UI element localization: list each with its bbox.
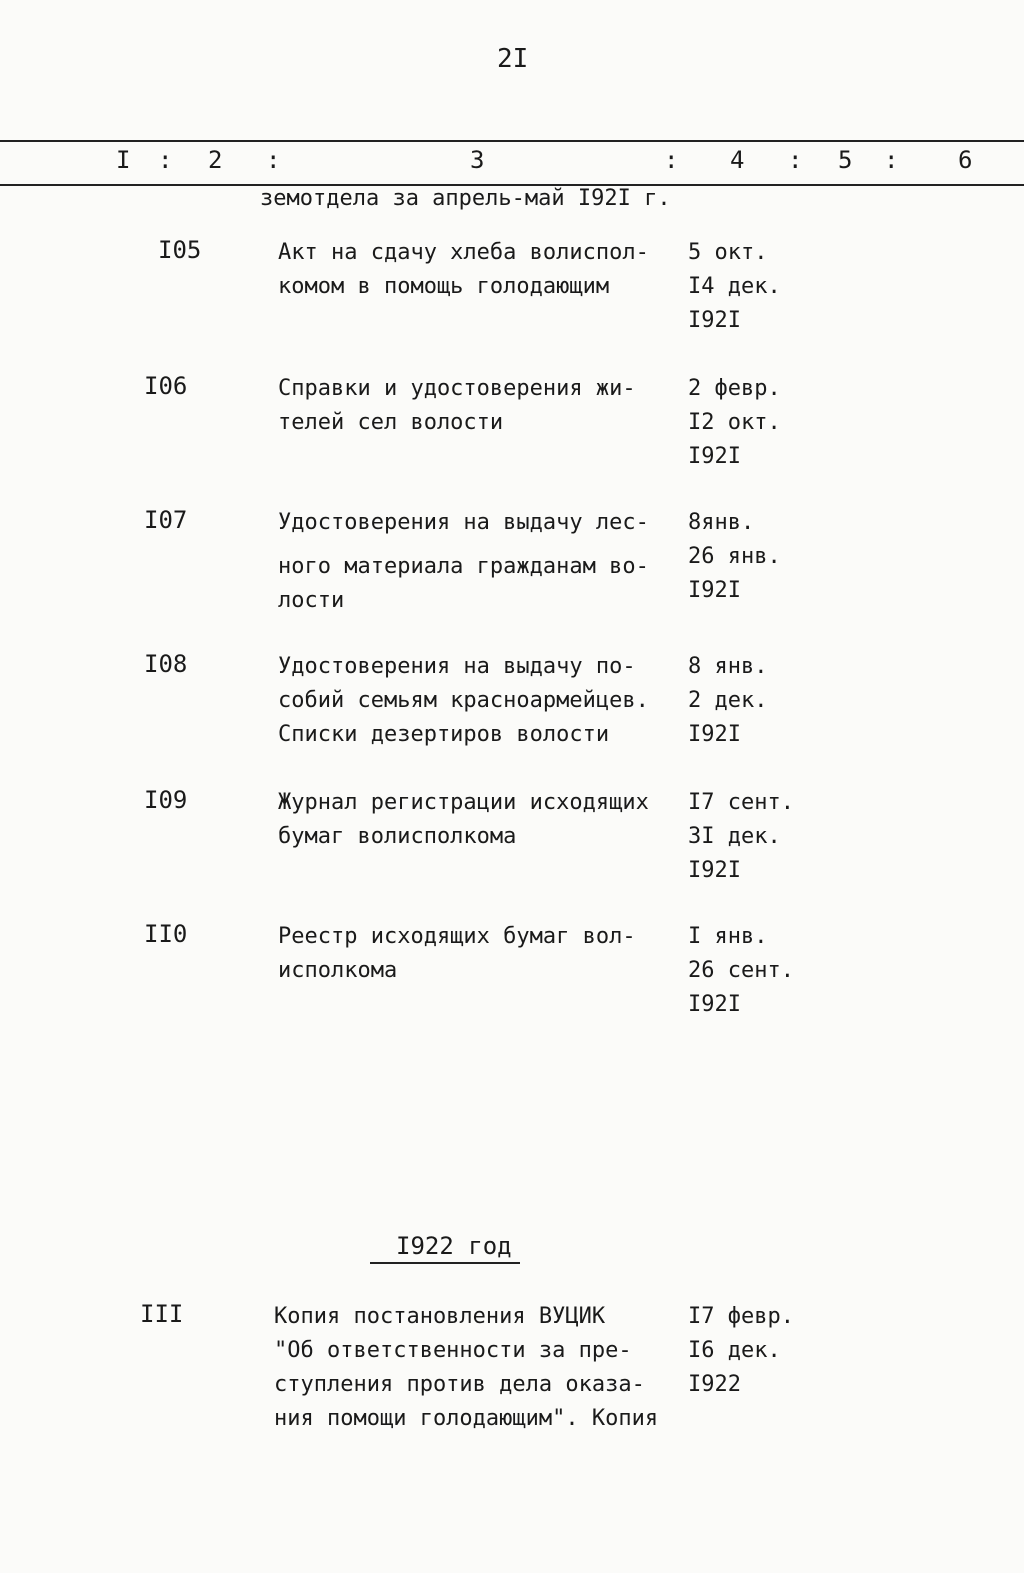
entry-year: I92I: [688, 444, 741, 469]
entry-year: I922: [688, 1372, 741, 1397]
column-header-4: 4: [730, 146, 745, 174]
entry-title-line: исполкома: [278, 958, 398, 983]
entry-title-line: ступления против дела оказа-: [274, 1372, 645, 1397]
section-heading-underline: [370, 1262, 520, 1264]
entry-title-line: телей сел волости: [278, 410, 504, 435]
entry-number: I05: [158, 236, 202, 264]
entry-date-start: I янв.: [688, 924, 768, 949]
entry-title-line: Справки и удостоверения жи-: [278, 376, 636, 401]
entry-title-line: бумаг волисполкома: [278, 824, 517, 849]
entry-number: I07: [144, 506, 188, 534]
entry-year: I92I: [688, 308, 741, 333]
entry-year: I92I: [688, 578, 741, 603]
column-header-3: 3: [470, 146, 485, 174]
entry-title-line: Журнал регистрации исходящих: [278, 790, 649, 815]
section-heading: I922 год: [396, 1232, 512, 1260]
entry-date-end: 26 янв.: [688, 544, 781, 569]
entry-title-line: собий семьям красноармейцев.: [278, 688, 649, 713]
column-header-5: 5: [838, 146, 853, 174]
entry-year: I92I: [688, 858, 741, 883]
entry-title-line: Списки дезертиров волости: [278, 722, 610, 747]
entry-date-start: I7 сент.: [688, 790, 794, 815]
entry-date-end: I4 дек.: [688, 274, 781, 299]
page-number: 2I: [497, 44, 529, 74]
column-separator: :: [266, 146, 281, 174]
column-separator: :: [158, 146, 173, 174]
entry-title-line: Удостоверения на выдачу лес-: [278, 510, 649, 535]
entry-date-end: 26 сент.: [688, 958, 794, 983]
entry-date-end: I6 дек.: [688, 1338, 781, 1363]
entry-date-end: 2 дек.: [688, 688, 768, 713]
entry-title-line: ния помощи голодающим". Копия: [274, 1406, 659, 1431]
entry-title-line: комом в помощь голодающим: [278, 274, 610, 299]
entry-title-line: Акт на сдачу хлеба волиспол-: [278, 240, 649, 265]
entry-year: I92I: [688, 722, 741, 747]
entry-title-line: лости: [278, 588, 345, 613]
entry-date-end: 3I дек.: [688, 824, 781, 849]
entry-number: III: [140, 1300, 184, 1328]
entry-title-line: ного материала гражданам во-: [278, 554, 649, 579]
entry-number: I09: [144, 786, 188, 814]
continuation-text: земотдела за апрель-май I92I г.: [260, 186, 671, 211]
entry-number: II0: [144, 920, 188, 948]
entry-title-line: Удостоверения на выдачу по-: [278, 654, 636, 679]
column-header-1: I: [116, 146, 131, 174]
entry-date-start: 8 янв.: [688, 654, 768, 679]
entry-title-line: "Об ответственности за пре-: [274, 1338, 632, 1363]
entry-number: I08: [144, 650, 188, 678]
column-separator: :: [664, 146, 679, 174]
header-top-rule: [0, 140, 1024, 142]
column-separator: :: [884, 146, 899, 174]
column-header-6: 6: [958, 146, 973, 174]
entry-date-start: 2 февр.: [688, 376, 781, 401]
entry-date-start: I7 февр.: [688, 1304, 794, 1329]
entry-number: I06: [144, 372, 188, 400]
entry-date-end: I2 окт.: [688, 410, 781, 435]
entry-year: I92I: [688, 992, 741, 1017]
column-separator: :: [788, 146, 803, 174]
entry-date-start: 5 окт.: [688, 240, 768, 265]
entry-title-line: Реестр исходящих бумаг вол-: [278, 924, 636, 949]
entry-title-line: Копия постановления ВУЦИК: [274, 1304, 606, 1329]
entry-date-start: 8янв.: [688, 510, 755, 535]
column-header-2: 2: [208, 146, 223, 174]
